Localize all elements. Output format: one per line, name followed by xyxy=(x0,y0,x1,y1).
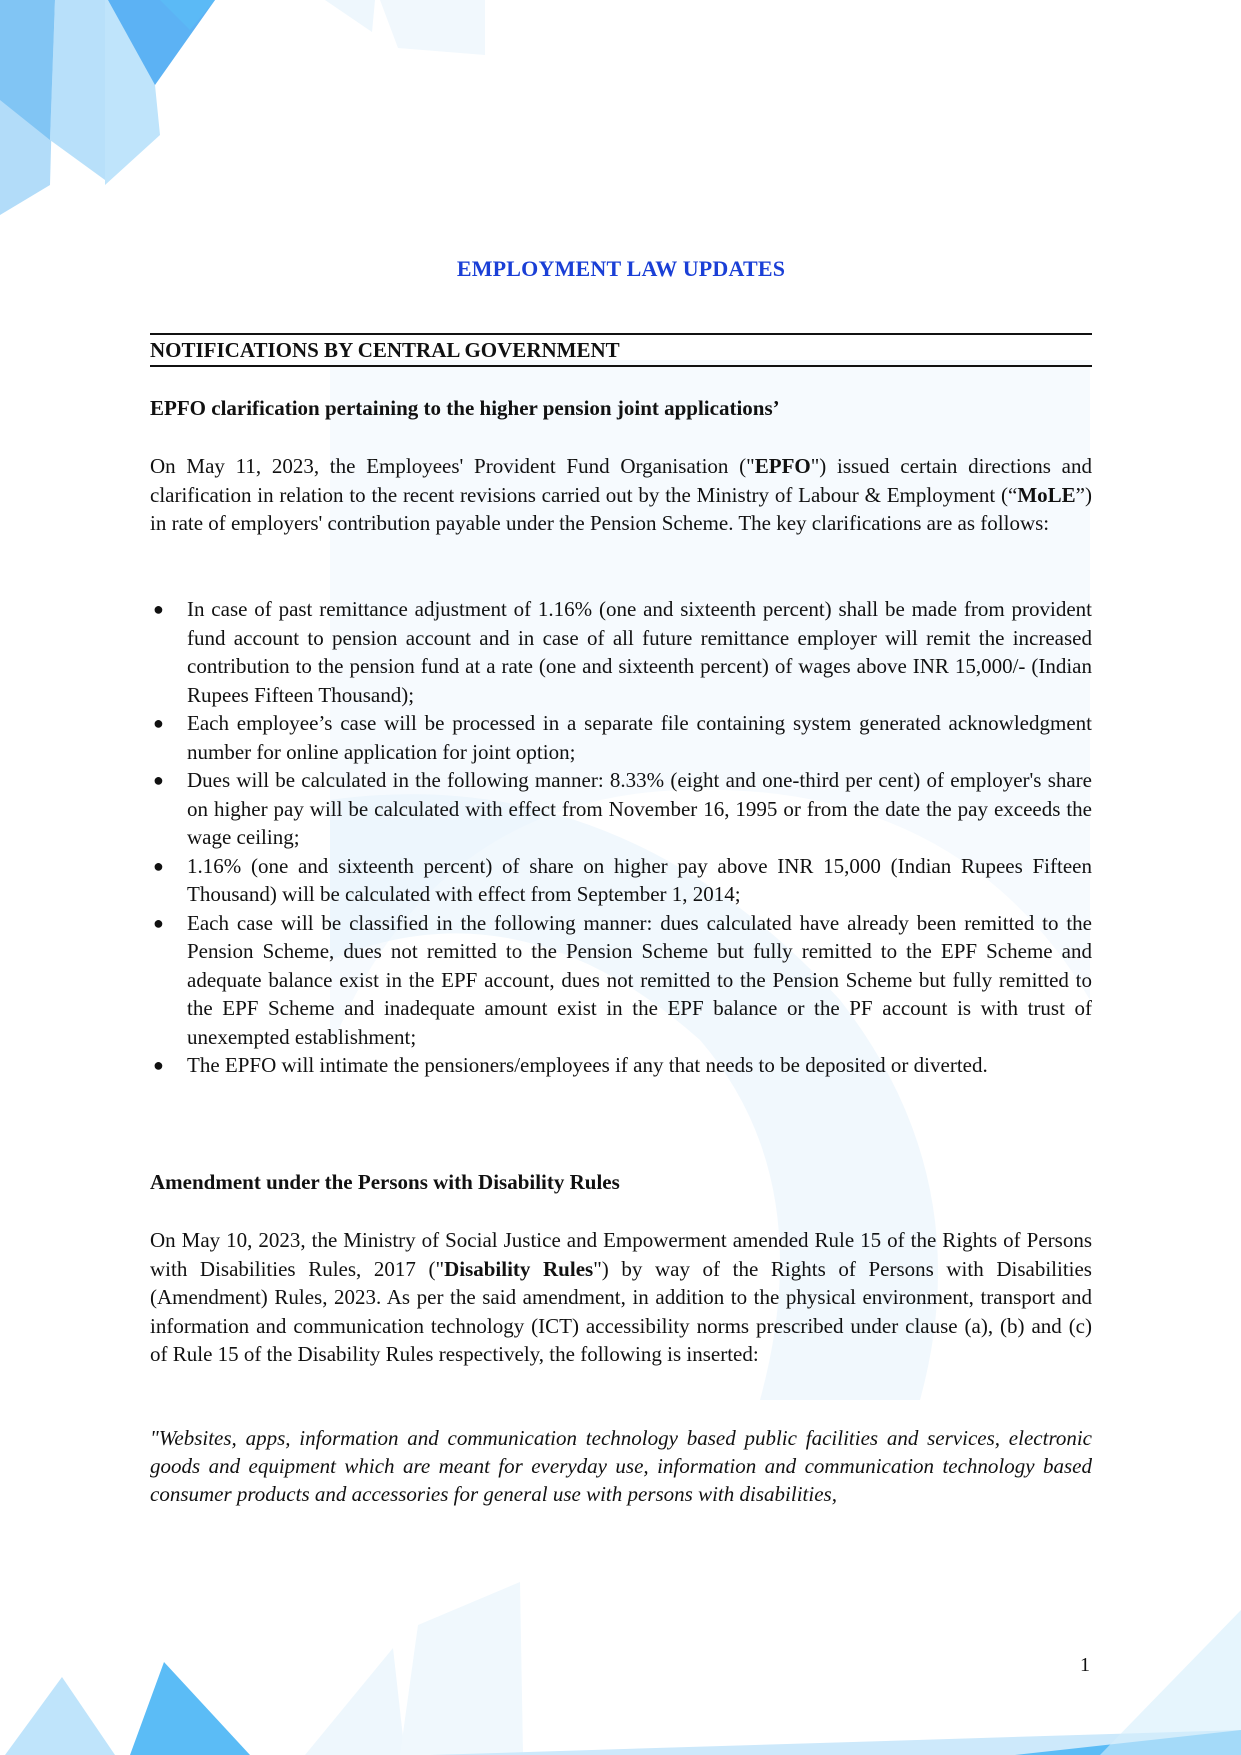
list-item xyxy=(150,852,1092,909)
list-item-text: 1.16% (one and sixteenth percent) of share on higher pay above INR 15,000 (Indian Rupees Fifteen Thousand) will be calculated with effect from September 1, 2014; xyxy=(187,853,1092,906)
bullet-icon: ● xyxy=(153,770,164,790)
deco-shape xyxy=(305,1648,405,1755)
deco-shape xyxy=(400,1582,523,1755)
bullet-icon: ● xyxy=(153,855,164,876)
text-run: ") by way of the Rights of Persons with Disabilities (Amendment) Rules, 2023. As per the said amendment, in addition to the physical environment, transport and information and communication technology (ICT) accessibility norms prescribed under clause (a), (b) and (c) of Rule 15 of the Disability Rules respectively, the following is inserted: xyxy=(150,1256,1092,1366)
list-item xyxy=(150,595,1092,709)
text-run: ") issued certain directions and clarification in relation to the recent revisions carried out by the Ministry of Labour & Employment (“ xyxy=(150,454,1092,507)
list-item-text: In case of past remittance adjustment of 1.16% (one and sixteenth percent) shall be made from provident fund account to pension account and in case of all future remittance employer will remit the increased contribution to the pension fund at a rate (one and sixteenth percent) of wages above INR 15,000/- (Indian Rupees Fifteen Thousand); xyxy=(187,597,1092,707)
document-title: EMPLOYMENT LAW UPDATES xyxy=(456,256,786,281)
deco-shape xyxy=(130,1662,250,1755)
deco-shape xyxy=(50,0,110,180)
defined-term: Disability Rules xyxy=(444,1256,594,1281)
list-item-text: Each employee’s case will be processed in a separate file containing system generated acknowledgment number for online application for joint option; xyxy=(187,711,1092,764)
bullet-icon: ● xyxy=(153,912,164,933)
section-heading: NOTIFICATIONS BY CENTRAL GOVERNMENT xyxy=(150,333,1092,367)
epfo-intro-paragraph xyxy=(150,452,1092,538)
defined-term: EPFO xyxy=(754,454,811,478)
list-item xyxy=(150,709,1092,766)
list-item xyxy=(150,1051,1092,1080)
list-item-text: Each case will be classified in the following manner: dues calculated have already been remitted to the Pension Scheme, dues not remitted to the Pension Scheme but fully remitted to the EPF Scheme and adequate balance exist in the EPF account, dues not remitted to the Pension Scheme but fully remitted to the EPF Scheme and inadequate amount exist in the EPF balance or the PF account is with trust of unexempted establishment; xyxy=(187,910,1092,1049)
bullet-icon: ● xyxy=(153,713,164,733)
text-run: On May 10, 2023, the Ministry of Social Justice and Empowerment amended Rule 15 of the Rights of Persons with Disabilities Rules, 2017 (" xyxy=(150,1228,1092,1281)
deco-shape xyxy=(5,1677,115,1755)
list-item xyxy=(150,909,1092,1052)
text-run: On May 11, 2023, the Employees' Provident Fund Organisation (" xyxy=(150,454,755,478)
text-run: ”) in rate of employers' contribution payable under the Pension Scheme. The key clarifications are as follows: xyxy=(150,482,1092,535)
deco-shape xyxy=(380,0,485,55)
bullet-icon: ● xyxy=(153,1055,164,1075)
page-number: 1 xyxy=(1080,1654,1090,1676)
disability-intro-paragraph xyxy=(150,1226,1092,1369)
list-item-text: The EPFO will intimate the pensioners/employees if any that needs to be deposited or diverted. xyxy=(187,1053,988,1077)
bullet-icon: ● xyxy=(153,599,164,619)
deco-shape xyxy=(325,0,375,32)
epfo-heading: EPFO clarification pertaining to the higher pension joint applications’ xyxy=(150,396,780,420)
list-item xyxy=(150,766,1092,852)
clarifications-list xyxy=(150,595,1092,1080)
deco-shape xyxy=(1100,1610,1241,1755)
defined-term: MoLE xyxy=(1017,482,1076,507)
inserted-rule-quote: "Websites, apps, information and communication technology based public facilities and services, electronic goods and equipment which are meant for everyday use, information and communication technology based consumer products and accessories for general use with persons with disabilities, xyxy=(150,1426,1092,1506)
list-item-text: Dues will be calculated in the following manner: 8.33% (eight and one-third per cent) of employer's share on higher pay will be calculated with effect from November 16, 1995 or from the date the pay exceeds the wage ceiling; xyxy=(187,768,1092,849)
disability-heading: Amendment under the Persons with Disability Rules xyxy=(150,1170,620,1194)
